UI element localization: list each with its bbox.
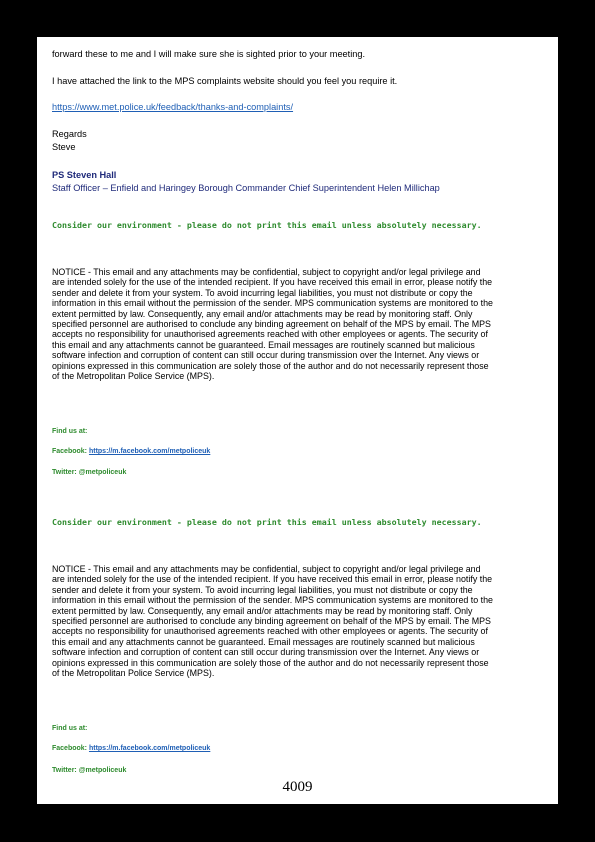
notice-line: of the Metropolitan Police Service (MPS). [52,371,215,382]
facebook-link[interactable]: https://m.facebook.com/metpoliceuk [88,745,211,752]
notice-line: information in this email without the permission of the sender. MPS communication systems are monitored to the [52,298,493,309]
page-number: 4009 [282,779,313,795]
notice-line: sender and delete it from your system. To avoid incurring legal liabilities, you must not distribute or copy the [52,584,473,595]
signature-name: PS Steven Hall [52,170,117,180]
complaints-link[interactable]: https://www.met.police.uk/feedback/thanks-and-complaints/ [52,102,294,112]
facebook-link[interactable]: https://m.facebook.com/metpoliceuk [88,448,211,455]
notice-line: specified personnel are authorised to conclude any binding agreement on behalf of the MPS by email. The MPS [52,616,491,627]
notice-block-2 [52,564,552,678]
body-line-attached: I have attached the link to the MPS complaints website should you feel you require it. [52,76,398,86]
notice-line: extent permitted by law. Consequently, any email and/or attachments may be read by monitoring staff. Only [52,605,473,616]
notice-line: are intended solely for the use of the intended recipient. If you have received this email in error, please notify the [52,277,493,288]
find-us-label-2: Find us at: [52,725,88,732]
facebook-line-1 [52,448,210,455]
notice-line: are intended solely for the use of the intended recipient. If you have received this email in error, please notify the [52,574,493,585]
facebook-line-2 [52,745,210,752]
notice-line: software infection and corruption of content can still occur during transmission over the Internet. Any views or [52,350,480,361]
facebook-label: Facebook: [52,745,88,752]
notice-line: sender and delete it from your system. To avoid incurring legal liabilities, you must not distribute or copy the [52,287,473,298]
notice-line: software infection and corruption of content can still occur during transmission over the Internet. Any views or [52,647,480,658]
regards-text: Regards [52,129,87,139]
notice-line: this email and any attachments cannot be guaranteed. Email messages are routinely scanned but malicious [52,339,475,350]
notice-line: of the Metropolitan Police Service (MPS). [52,668,215,679]
notice-line: NOTICE - This email and any attachments may be confidential, subject to copyright and/or legal privilege and [52,267,481,277]
sender-name: Steve [52,142,76,152]
environment-note-2: Consider our environment - please do not print this email unless absolutely necessary. [52,517,482,527]
document-page [37,37,558,804]
notice-line: opinions expressed in this communication are solely those of the author and do not necessarily represent those [52,360,489,371]
notice-line: accepts no responsibility for unauthorised agreements reached with other employees or agents. The security of [52,329,488,340]
notice-block-1 [52,267,552,381]
find-us-label-1: Find us at: [52,428,88,435]
facebook-label: Facebook: [52,448,88,455]
notice-line: accepts no responsibility for unauthorised agreements reached with other employees or agents. The security of [52,626,488,637]
twitter-line-1: Twitter: @metpoliceuk [52,469,127,476]
notice-line: NOTICE - This email and any attachments may be confidential, subject to copyright and/or legal privilege and [52,564,481,574]
notice-line: this email and any attachments cannot be guaranteed. Email messages are routinely scanned but malicious [52,636,475,647]
notice-line: opinions expressed in this communication are solely those of the author and do not necessarily represent those [52,657,489,668]
twitter-line-2: Twitter: @metpoliceuk [52,767,127,774]
environment-note-1: Consider our environment - please do not print this email unless absolutely necessary. [52,220,482,230]
signature-role: Staff Officer – Enfield and Haringey Borough Commander Chief Superintendent Helen Millichap [52,183,440,193]
notice-line: specified personnel are authorised to conclude any binding agreement on behalf of the MPS by email. The MPS [52,319,491,330]
notice-line: extent permitted by law. Consequently, any email and/or attachments may be read by monitoring staff. Only [52,308,473,319]
body-line-forward: forward these to me and I will make sure she is sighted prior to your meeting. [52,49,366,59]
notice-line: information in this email without the permission of the sender. MPS communication systems are monitored to the [52,595,493,606]
